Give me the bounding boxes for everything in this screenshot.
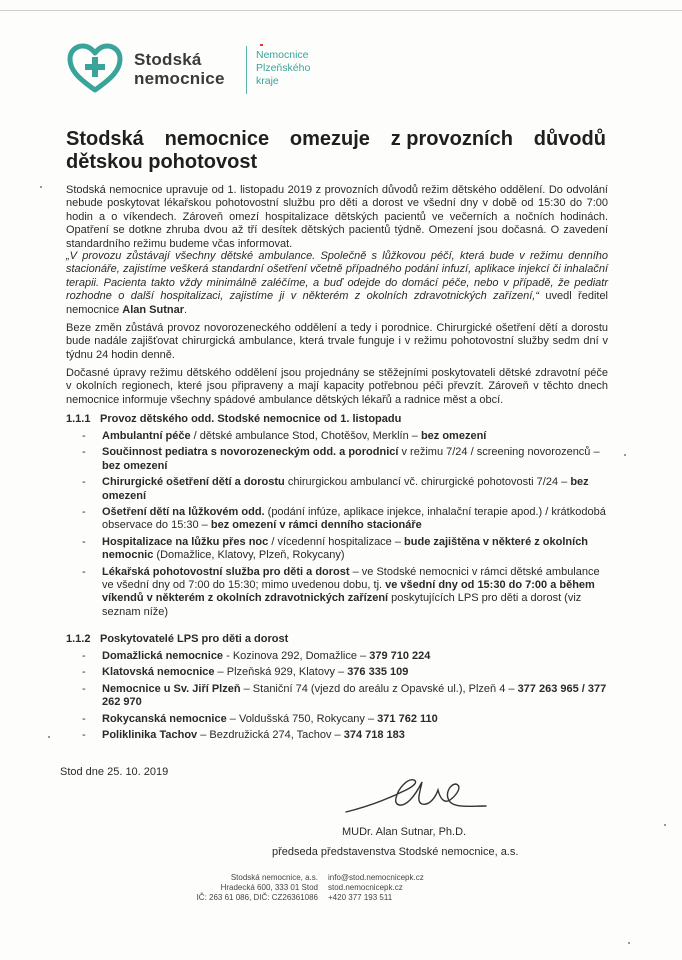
list-item — [82, 430, 610, 443]
item-bold: ve všední dny od 15:30 do 7:00 a během víkendů v některém z okolních zdravotnických zařízení — [102, 579, 595, 605]
brand-line-1: Stodská — [134, 50, 202, 69]
scan-speck — [624, 454, 626, 456]
item-text: – Voldušská 750, Rokycany – — [226, 712, 378, 725]
signatory-name: MUDr. Alan Sutnar, Ph.D. — [342, 826, 467, 838]
quote-author: Alan Sutnar — [122, 303, 184, 316]
item-bold: Hospitalizace na lůžku přes noc — [102, 535, 269, 548]
region-line-3: kraje — [256, 75, 279, 87]
item-text: – ve Stodské nemocnici v rámci dětské ambulance ve všední dny od 7:00 do 15:30; mimo uvedenou dobu, tj. — [102, 565, 600, 592]
title-line-2: dětskou pohotovost — [66, 151, 258, 173]
title-line-1 — [66, 128, 606, 151]
footer-contact — [328, 873, 508, 903]
item-text: – Staniční 74 (vjezd do areálu z Opavské ul.), Plzeň 4 – — [240, 682, 518, 695]
scan-speck — [664, 824, 666, 826]
list-item — [82, 446, 610, 473]
dash-bullet: - — [82, 446, 86, 459]
paragraph-coordination: Dočasné úpravy režimu dětského oddělení jsou projednány se stěžejními poskytovateli dětské zdravotní péče v okolních regionech, které jsou připraveny a mají kapacity potřebnou péči převzít. Zároveň v těchto dnech nemocnice informuje všechny spádové ambulance dětských lékařů a radnice měst a obcí. — [66, 367, 608, 406]
section-number: 1.1.2 — [66, 633, 91, 645]
paragraph-unchanged: Beze změn zůstává provoz novorozeneckého oddělení a tedy i porodnice. Chirurgické ošetření dětí a dorostu bude nadále zajišťovat chirurgická ambulance, která trvale funguje i v režimu pohotovostní služby sedm dní v týdnu 24 hodin denně. — [66, 322, 608, 361]
item-text: (podání infúze, aplikace injekce, inhalační terapie apod.) / krátkodobá observace do 15:30 – — [102, 506, 606, 532]
item-bold: Součinnost pediatra s novorozeneckým odd. a porodnicí — [102, 446, 399, 459]
region-line-1: Nemocnice — [256, 49, 309, 61]
signature-image — [340, 772, 490, 822]
title-word: důvodů — [533, 128, 606, 150]
scan-speck — [628, 942, 630, 944]
providers-list — [82, 650, 610, 745]
item-bold: Poliklinika Tachov — [102, 729, 198, 742]
quote-end: . — [184, 303, 188, 316]
item-bold: Domažlická nemocnice — [102, 650, 224, 662]
item-phone: 374 718 183 — [343, 729, 405, 742]
list-item — [82, 683, 610, 710]
footer-website: stod.nemocnicepk.cz — [328, 883, 403, 892]
brand-line-2: nemocnice — [134, 69, 225, 88]
item-bold: bez omezení — [102, 476, 589, 502]
list-item — [82, 536, 610, 563]
list-item — [82, 650, 610, 663]
item-bold: Lékařská pohotovostní služba pro děti a dorost — [102, 565, 350, 578]
footer-line: Hradecká 600, 333 01 Stod — [220, 883, 318, 892]
section-heading — [66, 413, 401, 425]
item-text: / vícedenní hospitalizace – — [268, 535, 405, 548]
heart-cross-icon — [66, 42, 124, 94]
item-text: / dětské ambulance Stod, Chotěšov, Merklín – — [190, 430, 421, 442]
quote-text: „V provozu zůstávají všechny dětské ambulance. Společně s lůžkovou péčí, která bude v režimu denního stacionáře, zajistíme veškerá standardní ošetření včetně případného podání infuzí, aplikace injekcí či inhalační terapii. Pacienta takto vždy minimálně zaléčíme, a buď odejde do domácí péče, nebo v případě, že pediatr rozhodne o další hospitalizaci, zajistíme ji v některém z okolních zdravotnických zařízení,“ — [66, 250, 608, 303]
item-text: (Domažlice, Klatovy, Plzeň, Rokycany) — [153, 549, 345, 562]
signatory-role: předseda představenstva Stodské nemocnice, a.s. — [272, 846, 519, 858]
item-bold: bude zajištěna v některé z okolních nemocnic — [102, 535, 589, 562]
title-word: nemocnice — [164, 128, 270, 150]
dash-bullet: - — [82, 729, 86, 742]
title-word: Stodská — [66, 128, 144, 150]
item-phone: 377 263 965 / 377 262 970 — [102, 682, 607, 709]
dash-bullet: - — [82, 430, 86, 442]
brand-name — [134, 50, 225, 88]
section-number: 1.1.1 — [66, 413, 91, 425]
dash-bullet: - — [82, 476, 86, 489]
quote-attribution: uvedl ředitel nemocnice — [66, 290, 608, 316]
scan-edge-line — [0, 10, 682, 11]
item-phone: 379 710 224 — [369, 650, 431, 662]
list-item — [82, 506, 610, 533]
accent-dot — [260, 44, 263, 46]
item-text: - Kozinova 292, Domažlice – — [223, 650, 370, 662]
footer-email: info@stod.nemocnicepk.cz — [328, 873, 424, 882]
item-phone: 376 335 109 — [347, 666, 409, 679]
scan-speck — [40, 186, 42, 188]
item-bold: bez omezení — [420, 430, 487, 442]
dash-bullet: - — [82, 506, 86, 519]
item-bold: Ošetření dětí na lůžkovém odd. — [102, 506, 265, 519]
operations-list — [82, 430, 610, 622]
header-divider — [246, 46, 247, 94]
paragraph-intro: Stodská nemocnice upravuje od 1. listopadu 2019 z provozních důvodů režim dětského oddělení. Do odvolání nebude poskytovat lékařskou pohotovostní službu pro děti a dorost ve všední dny v době od 15:30 do 7:00 hodin a o víkendech. Zároveň omezí hospitalizace dětských pacientů ve večerních a nočních hodinách. Opatření se dotkne zhruba dvou až tří desítek dětských pacientů týdně. Omezení jsou dočasná. O zavedení standardního režimu budeme včas informovat. — [66, 184, 608, 250]
list-item — [82, 729, 610, 742]
section-title: Provoz dětského odd. Stodské nemocnice od 1. listopadu — [100, 413, 402, 425]
footer-line: Stodská nemocnice, a.s. — [230, 873, 318, 882]
item-bold: Chirurgické ošetření dětí a dorostu — [102, 476, 285, 489]
paragraph-quote — [66, 250, 608, 317]
section-title: Poskytovatelé LPS pro děti a dorost — [100, 633, 289, 645]
item-bold: bez omezení — [102, 459, 168, 472]
dash-bullet: - — [82, 712, 86, 725]
item-text: – Bezdružická 274, Tachov – — [197, 729, 344, 742]
item-bold: Nemocnice u Sv. Jiří Plzeň — [102, 682, 241, 695]
section-heading — [66, 633, 288, 645]
scan-speck — [48, 736, 50, 738]
item-phone: 371 762 110 — [377, 712, 438, 725]
region-name — [256, 49, 310, 88]
dash-bullet: - — [82, 535, 86, 548]
dash-bullet: - — [82, 650, 86, 662]
item-bold: bez omezení v rámci denního stacionáře — [210, 519, 422, 532]
letter-date: Stod dne 25. 10. 2019 — [60, 766, 169, 778]
dash-bullet: - — [82, 565, 86, 578]
list-item — [82, 476, 610, 503]
region-line-2: Plzeňského — [256, 62, 311, 74]
dash-bullet: - — [82, 682, 86, 695]
list-item — [82, 666, 610, 679]
item-text: – Plzeňská 929, Klatovy – — [214, 666, 348, 679]
item-text: poskytujících LPS pro děti a dorost (viz seznam níže) — [102, 592, 582, 618]
list-item — [82, 566, 610, 620]
item-bold: Ambulantní péče — [102, 430, 191, 442]
item-bold: Rokycanská nemocnice — [102, 712, 227, 725]
dash-bullet: - — [82, 666, 86, 679]
footer-address — [160, 873, 318, 903]
page-title — [66, 128, 606, 174]
item-bold: Klatovská nemocnice — [102, 666, 215, 679]
footer-line: IČ: 263 61 086, DIČ: CZ26361086 — [196, 893, 318, 902]
item-text: chirurgickou ambulancí vč. chirurgické pohotovosti 7/24 – — [284, 476, 571, 489]
title-word: z provozních — [390, 128, 513, 150]
item-text: v režimu 7/24 / screening novorozenců – — [398, 446, 600, 459]
footer-phone: +420 377 193 511 — [328, 893, 393, 902]
title-word: omezuje — [289, 128, 370, 150]
list-item — [82, 713, 610, 726]
